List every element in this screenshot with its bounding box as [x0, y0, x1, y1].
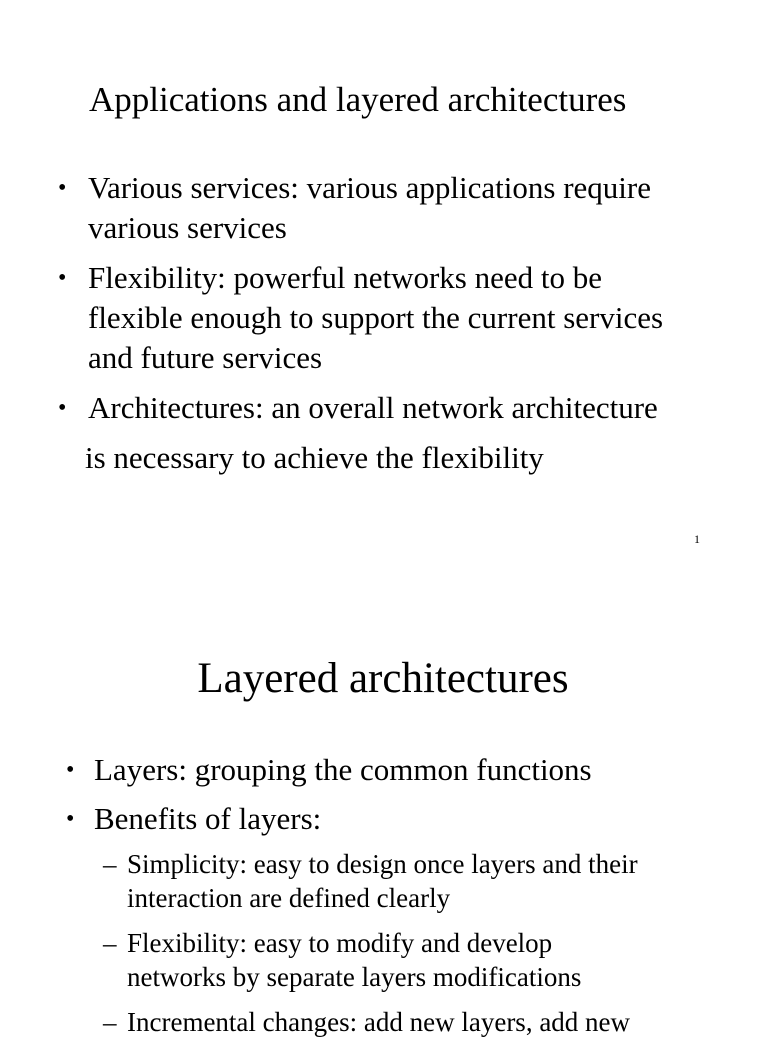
slide-2-bullet-1: Layers: grouping the common functions: [94, 752, 592, 787]
slide-2-subbullet-3-line-1: Incremental changes: add new layers, add new: [127, 1007, 631, 1037]
dash-icon: –: [103, 1007, 117, 1037]
bullet-icon: •: [66, 757, 75, 783]
slide-2-subbullet-2-line-2: networks by separate layers modifications: [127, 962, 582, 992]
dash-icon: –: [103, 849, 117, 879]
slide-2-subbullet-1-line-2: interaction are defined clearly: [127, 883, 451, 913]
dash-icon: –: [103, 928, 117, 958]
slide-1-bullet-3-line-1: Architectures: an overall network architecture: [88, 390, 658, 425]
slide-1-bullet-2-line-2: flexible enough to support the current services: [88, 300, 664, 335]
bullet-icon: •: [58, 395, 67, 421]
slide-1-bullet-1-line-2: various services: [88, 210, 287, 245]
page-number: 1: [694, 532, 700, 546]
slide-1-bullet-1-line-1: Various services: various applications require: [88, 170, 651, 205]
bullet-icon: •: [66, 806, 75, 832]
slide-2-bullet-2: Benefits of layers:: [94, 801, 322, 836]
bullet-icon: •: [58, 175, 67, 201]
slide-2-title: Layered architectures: [197, 655, 569, 702]
slide-1-bullet-2-line-3: and future services: [88, 340, 323, 375]
slide-2-subbullet-1-line-1: Simplicity: easy to design once layers and their: [127, 849, 638, 879]
slide-2-subbullet-2-line-1: Flexibility: easy to modify and develop: [127, 928, 553, 958]
bullet-icon: •: [58, 265, 67, 291]
slide-1-bullet-2-line-1: Flexibility: powerful networks need to be: [88, 260, 602, 295]
slide-1-bullet-3-line-2: is necessary to achieve the flexibility: [85, 440, 544, 475]
slide-1-title: Applications and layered architectures: [89, 80, 627, 119]
